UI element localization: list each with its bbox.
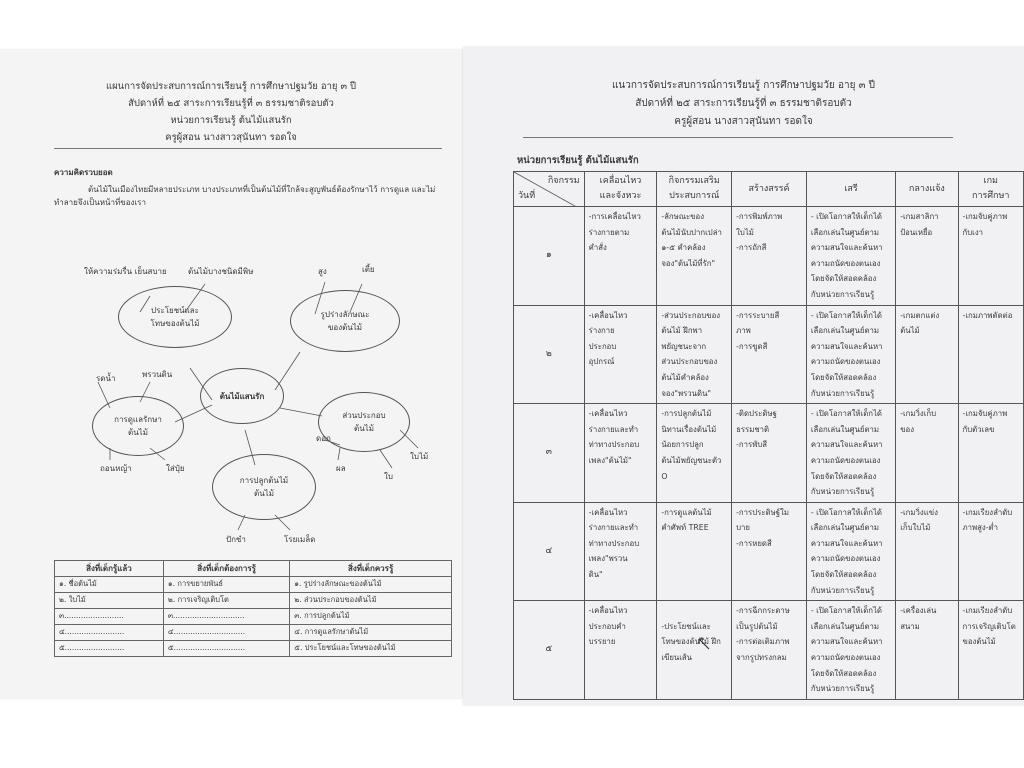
knowledge-cell: ๔......................... bbox=[55, 625, 164, 641]
node-shape: รูปร่างลักษณะ ของต้นไม้ bbox=[290, 290, 400, 352]
activity-cell: -การเคลื่อนไหว ร่างกายตาม คำสั่ง bbox=[584, 207, 657, 306]
knowledge-cell: ๒. ส่วนประกอบของต้นไม้ bbox=[290, 593, 452, 609]
knowledge-header: สิ่งที่เด็กควรรู้ bbox=[290, 561, 452, 577]
knowledge-table-row bbox=[55, 641, 452, 657]
knowledge-table-row bbox=[55, 609, 452, 625]
right-page bbox=[463, 47, 1024, 705]
activity-cell: -การระบายสี ภาพ -การขูดสี bbox=[732, 305, 807, 404]
activity-cell: -เครื่องเล่น สนาม bbox=[896, 601, 958, 700]
knowledge-cell: ๓......................... bbox=[55, 609, 164, 625]
leaf-seed: โรยเมล็ด bbox=[284, 535, 316, 544]
right-header-divider bbox=[523, 137, 953, 138]
activity-cell-text: -ประโยชน์และ โทษของต้นไม้ ฝึก เขียนเส้น bbox=[661, 621, 721, 663]
activity-cell: - เปิดโอกาสให้เด็กได้ เลือกเล่นในศูนย์ตาม ความสนใจและค้นหา ความถนัดของตนเอง โดยจัดให้สอดคล้อง กับหน่วยการเรียนรู้ bbox=[806, 305, 895, 404]
activity-cell: -การประดิษฐ์ใม บาย -การหยดสี bbox=[732, 502, 807, 601]
knowledge-cell: ๓.............................. bbox=[163, 609, 289, 625]
knowledge-cell: ๓. การปลูกต้นไม้ bbox=[290, 609, 452, 625]
node-parts: ส่วนประกอบ ต้นไม้ bbox=[318, 392, 410, 452]
activity-cell: -เคลื่อนไหว ประกอบคำ บรรยาย bbox=[584, 601, 657, 700]
activity-row bbox=[514, 404, 1024, 503]
column-header: เคลื่อนไหว และจังหวะ bbox=[584, 172, 657, 207]
column-header: กลางแจ้ง bbox=[896, 172, 958, 207]
column-header: เกม การศึกษา bbox=[958, 172, 1023, 207]
leaf-fert: ใส่ปุ๋ย bbox=[166, 464, 185, 473]
knowledge-table-row bbox=[55, 577, 452, 593]
day-number: ๕ bbox=[514, 601, 585, 700]
activity-cell: -เคลื่อนไหว ร่างกายและทำ ท่าทางประกอบ เพลง"พรวน ดิน" bbox=[584, 502, 657, 601]
knowledge-cell: ๕......................... bbox=[55, 641, 164, 657]
activity-cell: - เปิดโอกาสให้เด็กได้ เลือกเล่นในศูนย์ตาม ความสนใจและค้นหา ความถนัดของตนเอง โดยจัดให้สอดคล้อง กับหน่วยการเรียนรู้ bbox=[806, 404, 895, 503]
concept-text: ต้นไม้ในเมืองไทยมีหลายประเภท บางประเภทที่เป็นต้นไม้ที่ใกล้จะสูญพันธ์ต้องรักษาไว้ การดูแล และไม่ทำลายจึงเป็นหน้าที่ของเรา bbox=[54, 185, 436, 207]
activity-cell: -การปลูกต้นไม้ นิทานเรื่องต้นไม้ น้อยการปลูก ต้นไม้พยัญชนะตัว O bbox=[657, 404, 732, 503]
activity-cell: -เกมวิ่งเก็บ ของ bbox=[896, 404, 958, 503]
knowledge-cell: ๔.............................. bbox=[163, 625, 289, 641]
activity-cell: -เคลื่อนไหว ร่างกาย ประกอบ อุปกรณ์ bbox=[584, 305, 657, 404]
activity-cell: - เปิดโอกาสให้เด็กได้ เลือกเล่นในศูนย์ตาม ความสนใจและค้นหา ความถนัดของตนเอง โดยจัดให้สอดคล้อง กับหน่วยการเรียนรู้ bbox=[806, 207, 895, 306]
leaf-flower: ดอก bbox=[316, 434, 331, 443]
activity-row bbox=[514, 601, 1024, 700]
pencil-mark-icon bbox=[697, 637, 711, 651]
activity-cell: -ลักษณะของ ต้นไม้นับปากเปล่า ๑-๕ คำคล้อง จอง"ต้นไม้ที่รัก" bbox=[657, 207, 732, 306]
knowledge-table-row bbox=[55, 593, 452, 609]
activity-cell: -เกมเรียงลำดับ ภาพสูง-ต่ำ bbox=[958, 502, 1023, 601]
knowledge-table-header-row bbox=[55, 561, 452, 577]
activity-cell: -เคลื่อนไหว ร่างกายและทำ ท่าทางประกอบ เพลง"ต้นไม้" bbox=[584, 404, 657, 503]
activity-cell: - เปิดโอกาสให้เด็กได้ เลือกเล่นในศูนย์ตาม ความสนใจและค้นหา ความถนัดของตนเอง โดยจัดให้สอดคล้อง กับหน่วยการเรียนรู้ bbox=[806, 502, 895, 601]
leaf-cut: ปักชำ bbox=[226, 535, 246, 544]
knowledge-cell: ๑. ชื่อต้นไม้ bbox=[55, 577, 164, 593]
leaf-water: รดน้ำ bbox=[96, 374, 116, 383]
day-number: ๓ bbox=[514, 404, 585, 503]
node-center: ต้นไม้แสนรัก bbox=[200, 368, 284, 424]
unit-title: หน่วยการเรียนรู้ ต้นไม้แสนรัก bbox=[517, 155, 639, 166]
activity-cell: - เปิดโอกาสให้เด็กได้ เลือกเล่นในศูนย์ตาม ความสนใจและค้นหา ความถนัดของตนเอง โดยจัดให้สอดคล้อง กับหน่วยการเรียนรู้ bbox=[806, 601, 895, 700]
activity-table-header-row bbox=[514, 172, 1024, 207]
activity-cell: -เกมสาลิกา ป้อนเหยื่อ bbox=[896, 207, 958, 306]
right-header-line2: สัปดาห์ที่ ๒๕ สาระการเรียนรู้ที่ ๓ ธรรมชาติรอบตัว bbox=[635, 98, 852, 109]
activity-row bbox=[514, 502, 1024, 601]
activity-cell: -ติดประดิษฐ ธรรมชาติ -การพับสี bbox=[732, 404, 807, 503]
leaf-fruit: ผล bbox=[336, 464, 346, 473]
column-header: กิจกรรมเสริม ประสบการณ์ bbox=[657, 172, 732, 207]
day-number: ๒ bbox=[514, 305, 585, 404]
knowledge-cell: ๑. รูปร่างลักษณะของต้นไม้ bbox=[290, 577, 452, 593]
day-number: ๔ bbox=[514, 502, 585, 601]
left-header-line3: หน่วยการเรียนรู้ ต้นไม้แสนรัก bbox=[170, 115, 292, 126]
knowledge-cell: ๕. ประโยชน์และโทษของต้นไม้ bbox=[290, 641, 452, 657]
node-plant: การปลูกต้นไม้ ต้นไม้ bbox=[212, 454, 316, 520]
node-care: การดูแลรักษา ต้นไม้ bbox=[92, 396, 184, 456]
right-header-line3: ครูผู้สอน นางสาวสุนันทา รอดใจ bbox=[674, 116, 813, 127]
activity-row bbox=[514, 305, 1024, 404]
column-header: สร้างสรรค์ bbox=[732, 172, 807, 207]
right-header-line1: แนวการจัดประสบการณ์การเรียนรู้ การศึกษาปฐมวัย อายุ ๓ ปี bbox=[611, 80, 875, 91]
corner-cell bbox=[514, 172, 585, 207]
knowledge-table-row bbox=[55, 625, 452, 641]
column-header: เสรี bbox=[806, 172, 895, 207]
leaf-poison: ต้นไม้บางชนิดมีพิษ bbox=[188, 267, 254, 276]
leaf-shade: ให้ความร่มรื่น เย็นสบาย bbox=[84, 267, 167, 276]
activity-cell: -เกมวิ่งแข่ง เก็บใบไม้ bbox=[896, 502, 958, 601]
left-header-line2: สัปดาห์ที่ ๒๕ สาระการเรียนรู้ที่ ๓ ธรรมชาติรอบตัว bbox=[128, 98, 334, 109]
activity-cell: -การฉีกกระดาษ เป็นรูปต้นไม้ -การต่อเติมภาพ จากรูปทรงกลม bbox=[732, 601, 807, 700]
activity-cell bbox=[657, 601, 732, 700]
left-header-line4: ครูผู้สอน นางสาวสุนันทา รอดใจ bbox=[165, 132, 297, 143]
concept-map bbox=[0, 50, 462, 560]
day-number: ๑ bbox=[514, 207, 585, 306]
leaf-leaf: ใบ bbox=[384, 472, 393, 481]
node-benefit: ประโยชน์และ โทษของต้นไม้ bbox=[118, 286, 232, 348]
corner-day-label: วันที่ bbox=[518, 191, 536, 201]
activity-cell: -เกมภาพตัดต่อ bbox=[958, 305, 1023, 404]
activity-cell: -เกมจับคู่ภาพ กับเงา bbox=[958, 207, 1023, 306]
corner-activity-label: กิจกรรม bbox=[547, 176, 580, 186]
leaf-soil: พรวนดิน bbox=[142, 370, 173, 379]
leaf-tall: สูง bbox=[318, 267, 327, 276]
activity-cell: -เกมเรียงลำดับ การเจริญเติบโต ของต้นไม้ bbox=[958, 601, 1023, 700]
link-leaf bbox=[380, 450, 392, 468]
activity-cell: -เกมตกแต่ง ต้นไม้ bbox=[896, 305, 958, 404]
knowledge-header: สิ่งที่เด็กรู้แล้ว bbox=[55, 561, 164, 577]
leaf-weed: ถอนหญ้า bbox=[100, 464, 132, 473]
right-header bbox=[463, 77, 1024, 131]
knowledge-header: สิ่งที่เด็กต้องการรู้ bbox=[163, 561, 289, 577]
knowledge-cell: ๔. การดูแลรักษาต้นไม้ bbox=[290, 625, 452, 641]
activity-cell: -การดูแลต้นไม้ คำศัพท์ TREE bbox=[657, 502, 732, 601]
knowledge-cell: ๕.............................. bbox=[163, 641, 289, 657]
activity-cell: -เกมจับคู่ภาพ กับตัวเลข bbox=[958, 404, 1023, 503]
left-header-line1: แผนการจัดประสบการณ์การเรียนรู้ การศึกษาปฐมวัย อายุ ๓ ปี bbox=[105, 81, 357, 92]
knowledge-table bbox=[54, 560, 452, 657]
activity-cell: -ส่วนประกอบของ ต้นไม้ ฝึกพา พยัญชนะจาก ส่วนประกอบของ ต้นไม้คำคล้อง จอง"พรวนดิน" bbox=[657, 305, 732, 404]
concept-title: ความคิดรวบยอด bbox=[54, 168, 113, 177]
leaf-short: เตี้ย bbox=[362, 265, 375, 274]
activity-table bbox=[513, 171, 1024, 700]
knowledge-cell: ๒. การเจริญเติบโต bbox=[163, 593, 289, 609]
leaf-leaf2: ใบไม้ bbox=[410, 452, 429, 461]
activity-cell: -การพิมพ์ภาพ ใบไม้ -การถักสี bbox=[732, 207, 807, 306]
link-parts bbox=[280, 408, 322, 416]
activity-row bbox=[514, 207, 1024, 306]
knowledge-cell: ๒. ใบไม้ bbox=[55, 593, 164, 609]
knowledge-cell: ๑. การขยายพันธ์ bbox=[163, 577, 289, 593]
left-page bbox=[0, 50, 462, 698]
link-fruit bbox=[338, 448, 340, 460]
